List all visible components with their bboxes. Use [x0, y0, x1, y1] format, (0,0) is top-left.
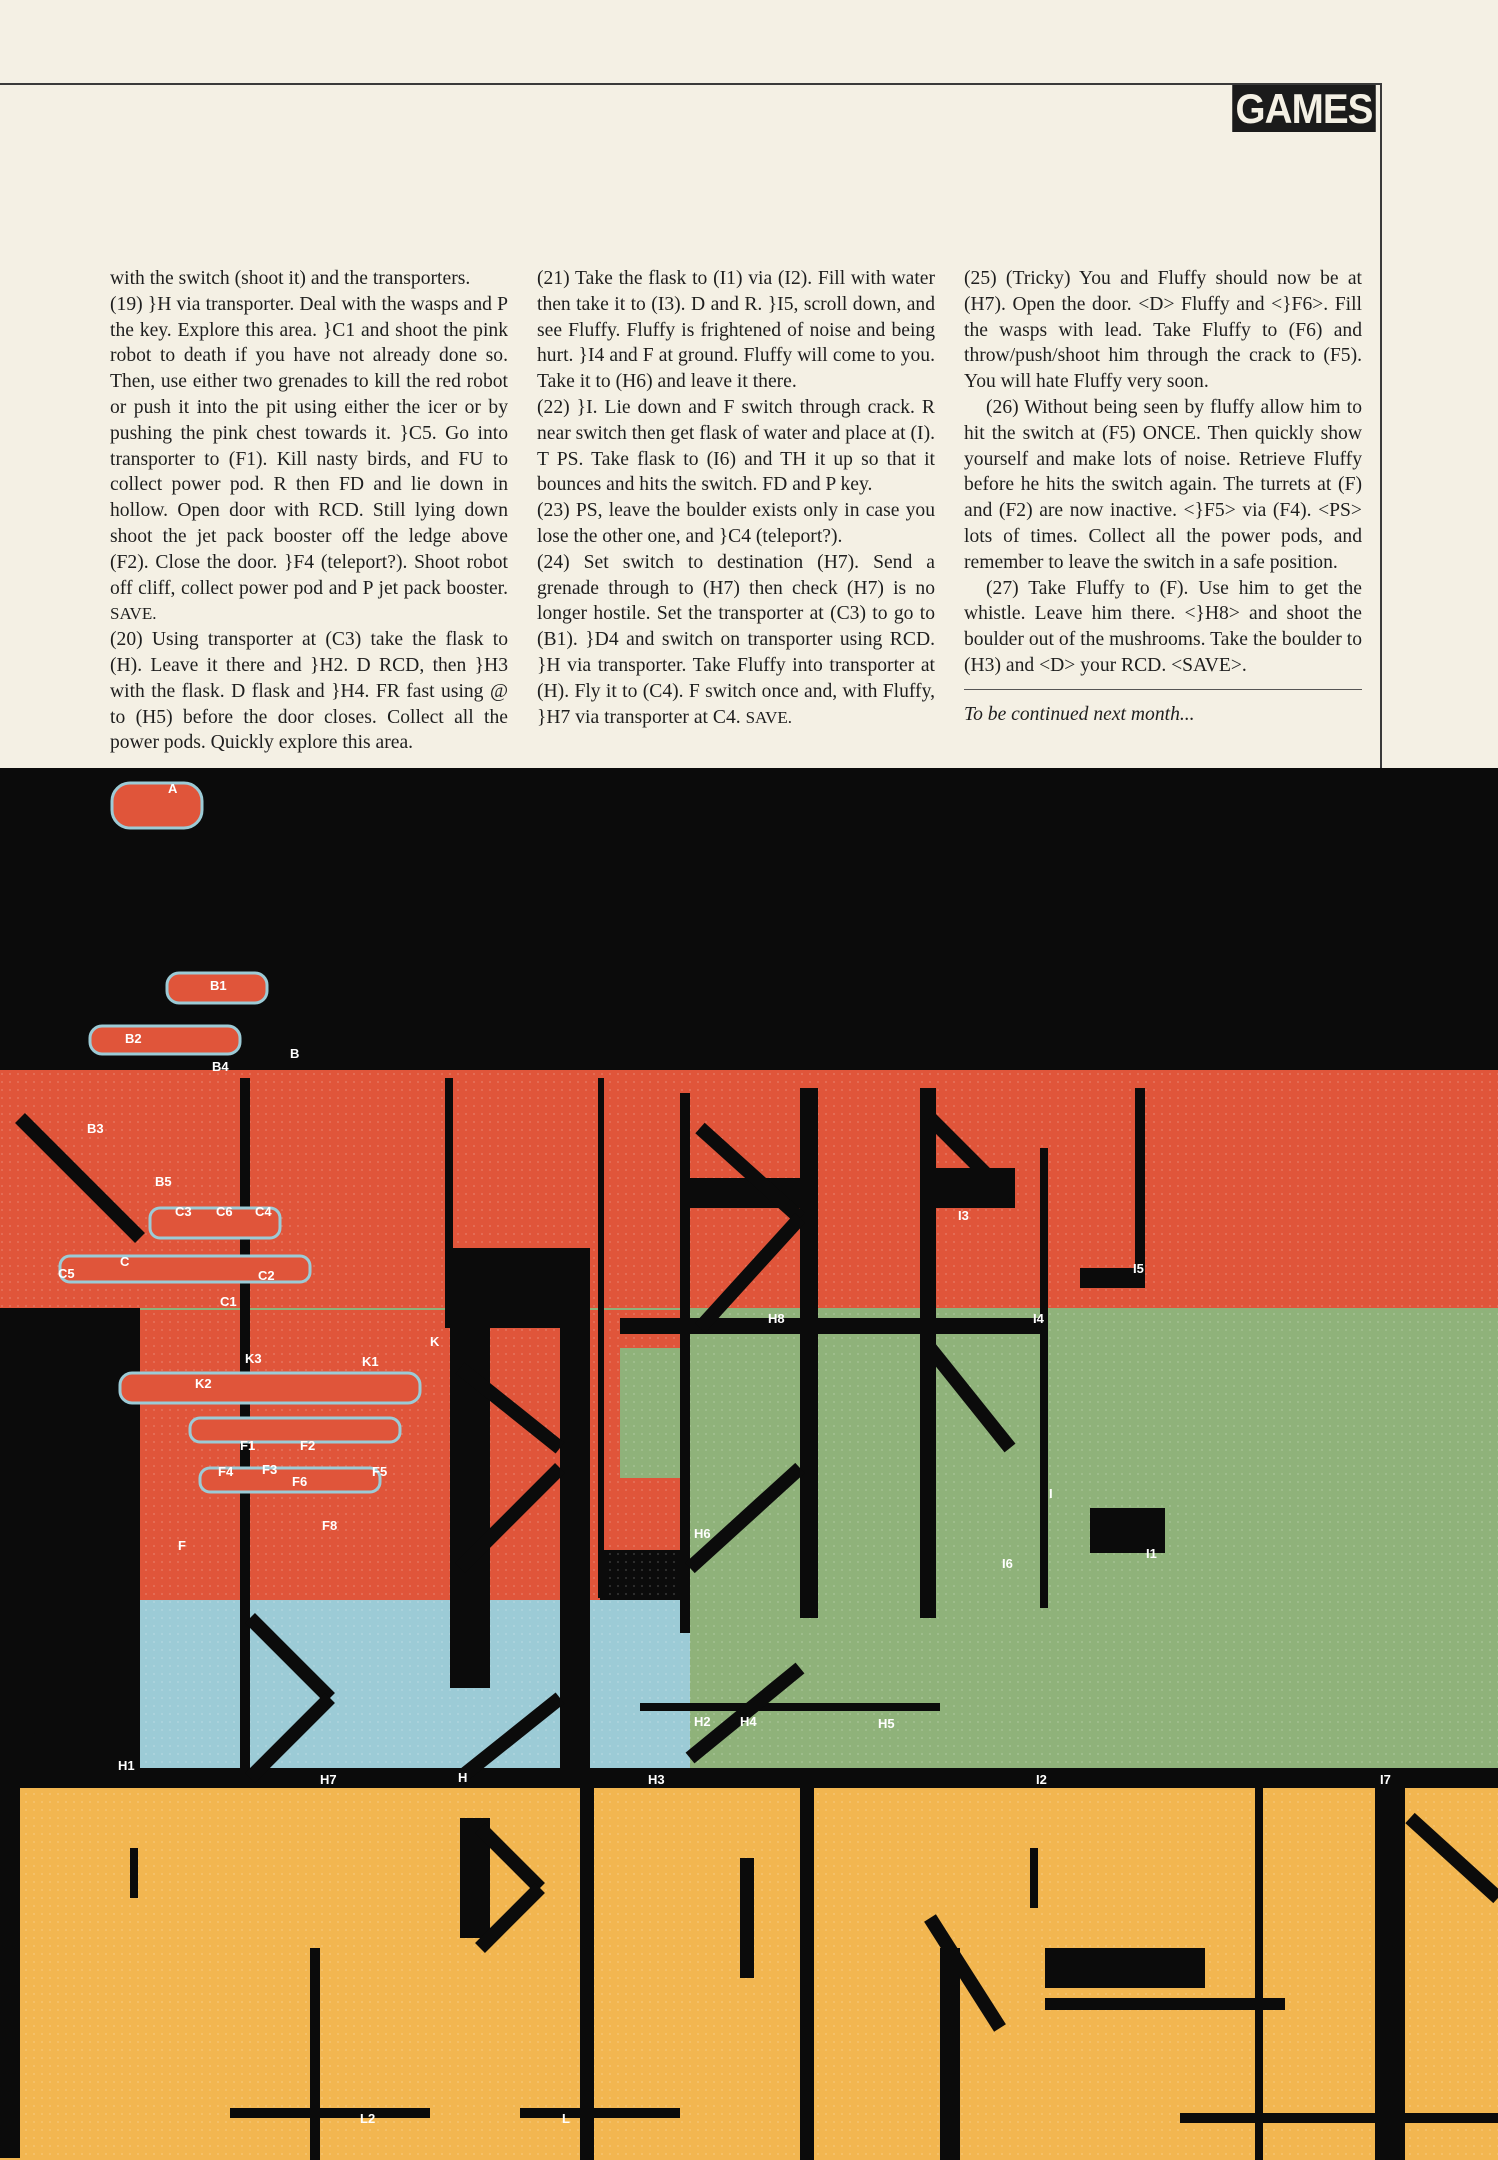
- paragraph: (26) Without being seen by fluffy allow him to hit the switch at (F5) ONCE. Then quickly show yourself and make lots of noise. Retrieve Fluffy before he hits the switch again. The turrets at (F) and (F2) are now inactive. <}F5> via (F4). <PS> lots of times. Collect all the power pods, and remember to leave the switch in a safe position.: [964, 396, 1362, 573]
- map-label-h5: H5: [878, 1716, 895, 1731]
- map-label-c: C: [120, 1254, 130, 1269]
- save-tag: SAVE.: [110, 604, 157, 624]
- map-label-h3: H3: [648, 1772, 665, 1787]
- map-label-c5: C5: [58, 1266, 75, 1281]
- map-label-k: K: [430, 1334, 440, 1349]
- map-label-c3: C3: [175, 1204, 192, 1219]
- save-tag: SAVE.: [745, 707, 793, 727]
- map-label-i1: I1: [1146, 1546, 1157, 1561]
- map-label-l: L: [562, 2111, 570, 2126]
- map-label-h8: H8: [768, 1311, 785, 1326]
- map-label-c6: C6: [216, 1204, 233, 1219]
- game-map: [0, 768, 1498, 2160]
- map-label-b3: B3: [87, 1121, 104, 1136]
- paragraph: (21) Take the flask to (I1) via (I2). Fill with water then take it to (I3). D and R. }I5, scroll down, and see Fluffy. Fluffy is frightened of noise and being hurt. }I4 and F at ground. Fluffy will come to you. Take it to (H6) and leave it there.: [537, 268, 935, 393]
- paragraph-text: (19) }H via transporter. Deal with the wasps and P the key. Explore this area. }C1 and shoot the pink robot to death if you have not already done so. Then, use either two grenades to kill the red robot or push it into the pit using either the icer or by pushing the pink chest towards it. }C5. Go into transporter to (F1). Kill nasty birds, and FU to collect power pod. R then FD and lie down in hollow. Open door with RCD. Still lying down shoot the jet pack booster off the ledge above (F2). Close the door. }F4 (teleport?). Shoot robot off cliff, collect power pod and P jet pack booster.: [110, 293, 508, 599]
- article-column-3: [964, 266, 1362, 728]
- map-label-i5: I5: [1133, 1261, 1144, 1276]
- map-label-i2: I2: [1036, 1772, 1047, 1787]
- map-label-c1: C1: [220, 1294, 237, 1309]
- map-label-h: H: [458, 1770, 468, 1785]
- game-map-image: [0, 768, 1498, 2160]
- paragraph: (20) Using transporter at (C3) take the flask to (H). Leave it there and }H2. D RCD, then }H3 with the flask. D flask and }H4. FR fast using @ to (H5) before the door closes. Collect all the power pods. Quickly explore this area.: [110, 629, 508, 754]
- map-label-b1: B1: [210, 978, 227, 993]
- top-rule: [0, 83, 1382, 85]
- paragraph: with the switch (shoot it) and the transporters.: [110, 268, 471, 289]
- map-label-h6: H6: [694, 1526, 711, 1541]
- end-rule: [964, 689, 1362, 690]
- map-label-b5: B5: [155, 1174, 172, 1189]
- paragraph: (23) PS, leave the boulder exists only in case you lose the other one, and }C4 (teleport?).: [537, 500, 935, 547]
- map-label-h7: H7: [320, 1772, 337, 1787]
- map-label-f5: F5: [372, 1464, 388, 1479]
- paragraph: [110, 292, 508, 627]
- map-sky-band: [0, 768, 1498, 1068]
- map-label-f2: F2: [300, 1438, 316, 1453]
- section-badge: GAMES: [1232, 85, 1376, 132]
- continued-note: To be continued next month...: [964, 703, 1195, 725]
- map-label-f3: F3: [262, 1462, 278, 1477]
- paragraph: (27) Take Fluffy to (F). Use him to get the whistle. Leave him there. <}H8> and shoot the boulder out of the mushrooms. Take the boulder to (H3) and <D> your RCD. <SAVE>.: [964, 577, 1362, 676]
- map-label-h2: H2: [694, 1714, 711, 1729]
- article-column-2: [537, 266, 935, 730]
- map-label-f6: F6: [292, 1474, 308, 1489]
- map-label-c2: C2: [258, 1268, 275, 1283]
- map-label-f: F: [178, 1538, 186, 1553]
- map-label-f4: F4: [218, 1464, 234, 1479]
- paragraph-text: (24) Set switch to destination (H7). Send a grenade through to (H7) then check (H7) is no longer hostile. Set the transporter at (C3) to go to (B1). }D4 and switch on transporter using RCD. }H via transporter. Take Fluffy into transporter at (H). Fly it to (C4). F switch once and, with Fluffy, }H7 via transporter at C4.: [537, 551, 935, 728]
- map-label-a: A: [168, 781, 178, 796]
- map-label-k2: K2: [195, 1376, 212, 1391]
- map-label-i: I: [1049, 1486, 1053, 1501]
- map-label-k1: K1: [362, 1354, 379, 1369]
- map-label-h1: H1: [118, 1758, 135, 1773]
- map-label-i6: I6: [1002, 1556, 1013, 1571]
- map-label-b: B: [290, 1046, 300, 1061]
- map-label-c4: C4: [255, 1204, 272, 1219]
- map-label-i4: I4: [1033, 1311, 1044, 1326]
- map-label-i7: I7: [1380, 1772, 1391, 1787]
- map-label-k3: K3: [245, 1351, 262, 1366]
- map-label-f8: F8: [322, 1518, 338, 1533]
- paragraph: (22) }I. Lie down and F switch through crack. R near switch then get flask of water and place at (I). T PS. Take flask to (I6) and TH it up so that it bounces and hits the switch. FD and P key.: [537, 396, 935, 496]
- paragraph: (25) (Tricky) You and Fluffy should now be at (H7). Open the door. <D> Fluffy and <}F6>. Fill the wasps with lead. Take Fluffy to (F6) and throw/push/shoot him through the crack to (F5). You will hate Fluffy very soon.: [964, 268, 1362, 393]
- map-label-f1: F1: [240, 1438, 256, 1453]
- article-column-1: [110, 266, 508, 756]
- map-label-h4: H4: [740, 1714, 757, 1729]
- right-column-rule: [1380, 83, 1382, 768]
- map-label-b4: B4: [212, 1059, 229, 1074]
- map-label-b2: B2: [125, 1031, 142, 1046]
- map-label-l2: L2: [360, 2111, 376, 2126]
- paragraph: [537, 550, 935, 731]
- map-label-i3: I3: [958, 1208, 969, 1223]
